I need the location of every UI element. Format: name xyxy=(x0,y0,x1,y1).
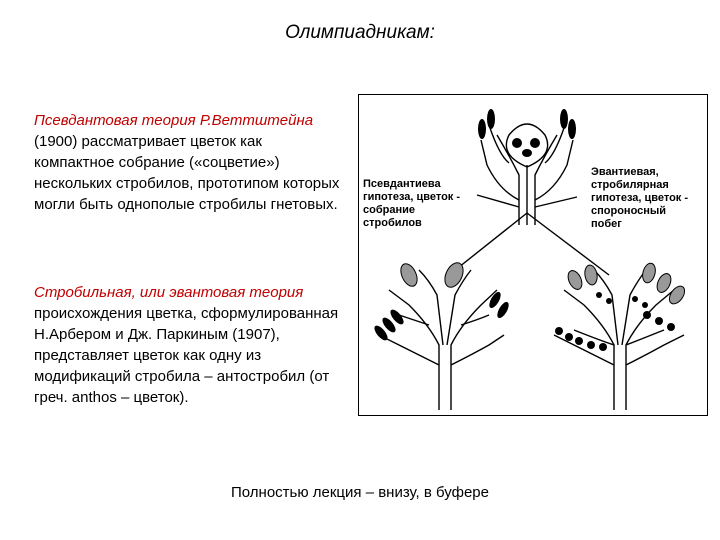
euanthial-label-line: гипотеза, цветок - xyxy=(591,192,689,204)
paragraph-highlight: Стробильная, или эвантовая теория xyxy=(34,284,304,301)
paragraph-pseudanthial-theory xyxy=(34,110,344,215)
footer-note: Полностью лекция – внизу, в буфере xyxy=(231,484,489,501)
pseudanthial-label-line: собрание xyxy=(363,204,415,216)
flower-theories-diagram xyxy=(359,95,707,415)
euanthial-label-line: Эвантиевая, xyxy=(591,166,659,178)
pseudanthial-label-line: Псевдантиева xyxy=(363,178,441,190)
paragraph-text: происхождения цветка, сформулированная Н.Арбером и Дж. Паркиным (1907), представляет цветок как одну из модификаций стробила – антостробил (от греч. anthos – цветок). xyxy=(34,305,339,406)
page-title: Олимпиадникам: xyxy=(285,22,435,43)
euanthial-label-line: спороносный xyxy=(591,205,667,217)
pseudanthial-label-line: гипотеза, цветок - xyxy=(363,191,461,203)
paragraph-highlight: Псевдантовая теория Р.Веттштейна xyxy=(34,112,314,129)
pseudanthial-label-line: стробилов xyxy=(363,217,422,229)
euanthial-label-line: стробилярная xyxy=(591,179,669,191)
paragraph-euanthial-theory xyxy=(34,282,344,408)
flower-theories-figure xyxy=(358,94,708,416)
euanthial-label-line: побег xyxy=(591,218,622,230)
paragraph-text: (1900) рассматривает цветок как компактное собрание («соцветие») нескольких стробилов, прототипом которых могли быть однополые стробилы гнетовых. xyxy=(34,133,340,213)
